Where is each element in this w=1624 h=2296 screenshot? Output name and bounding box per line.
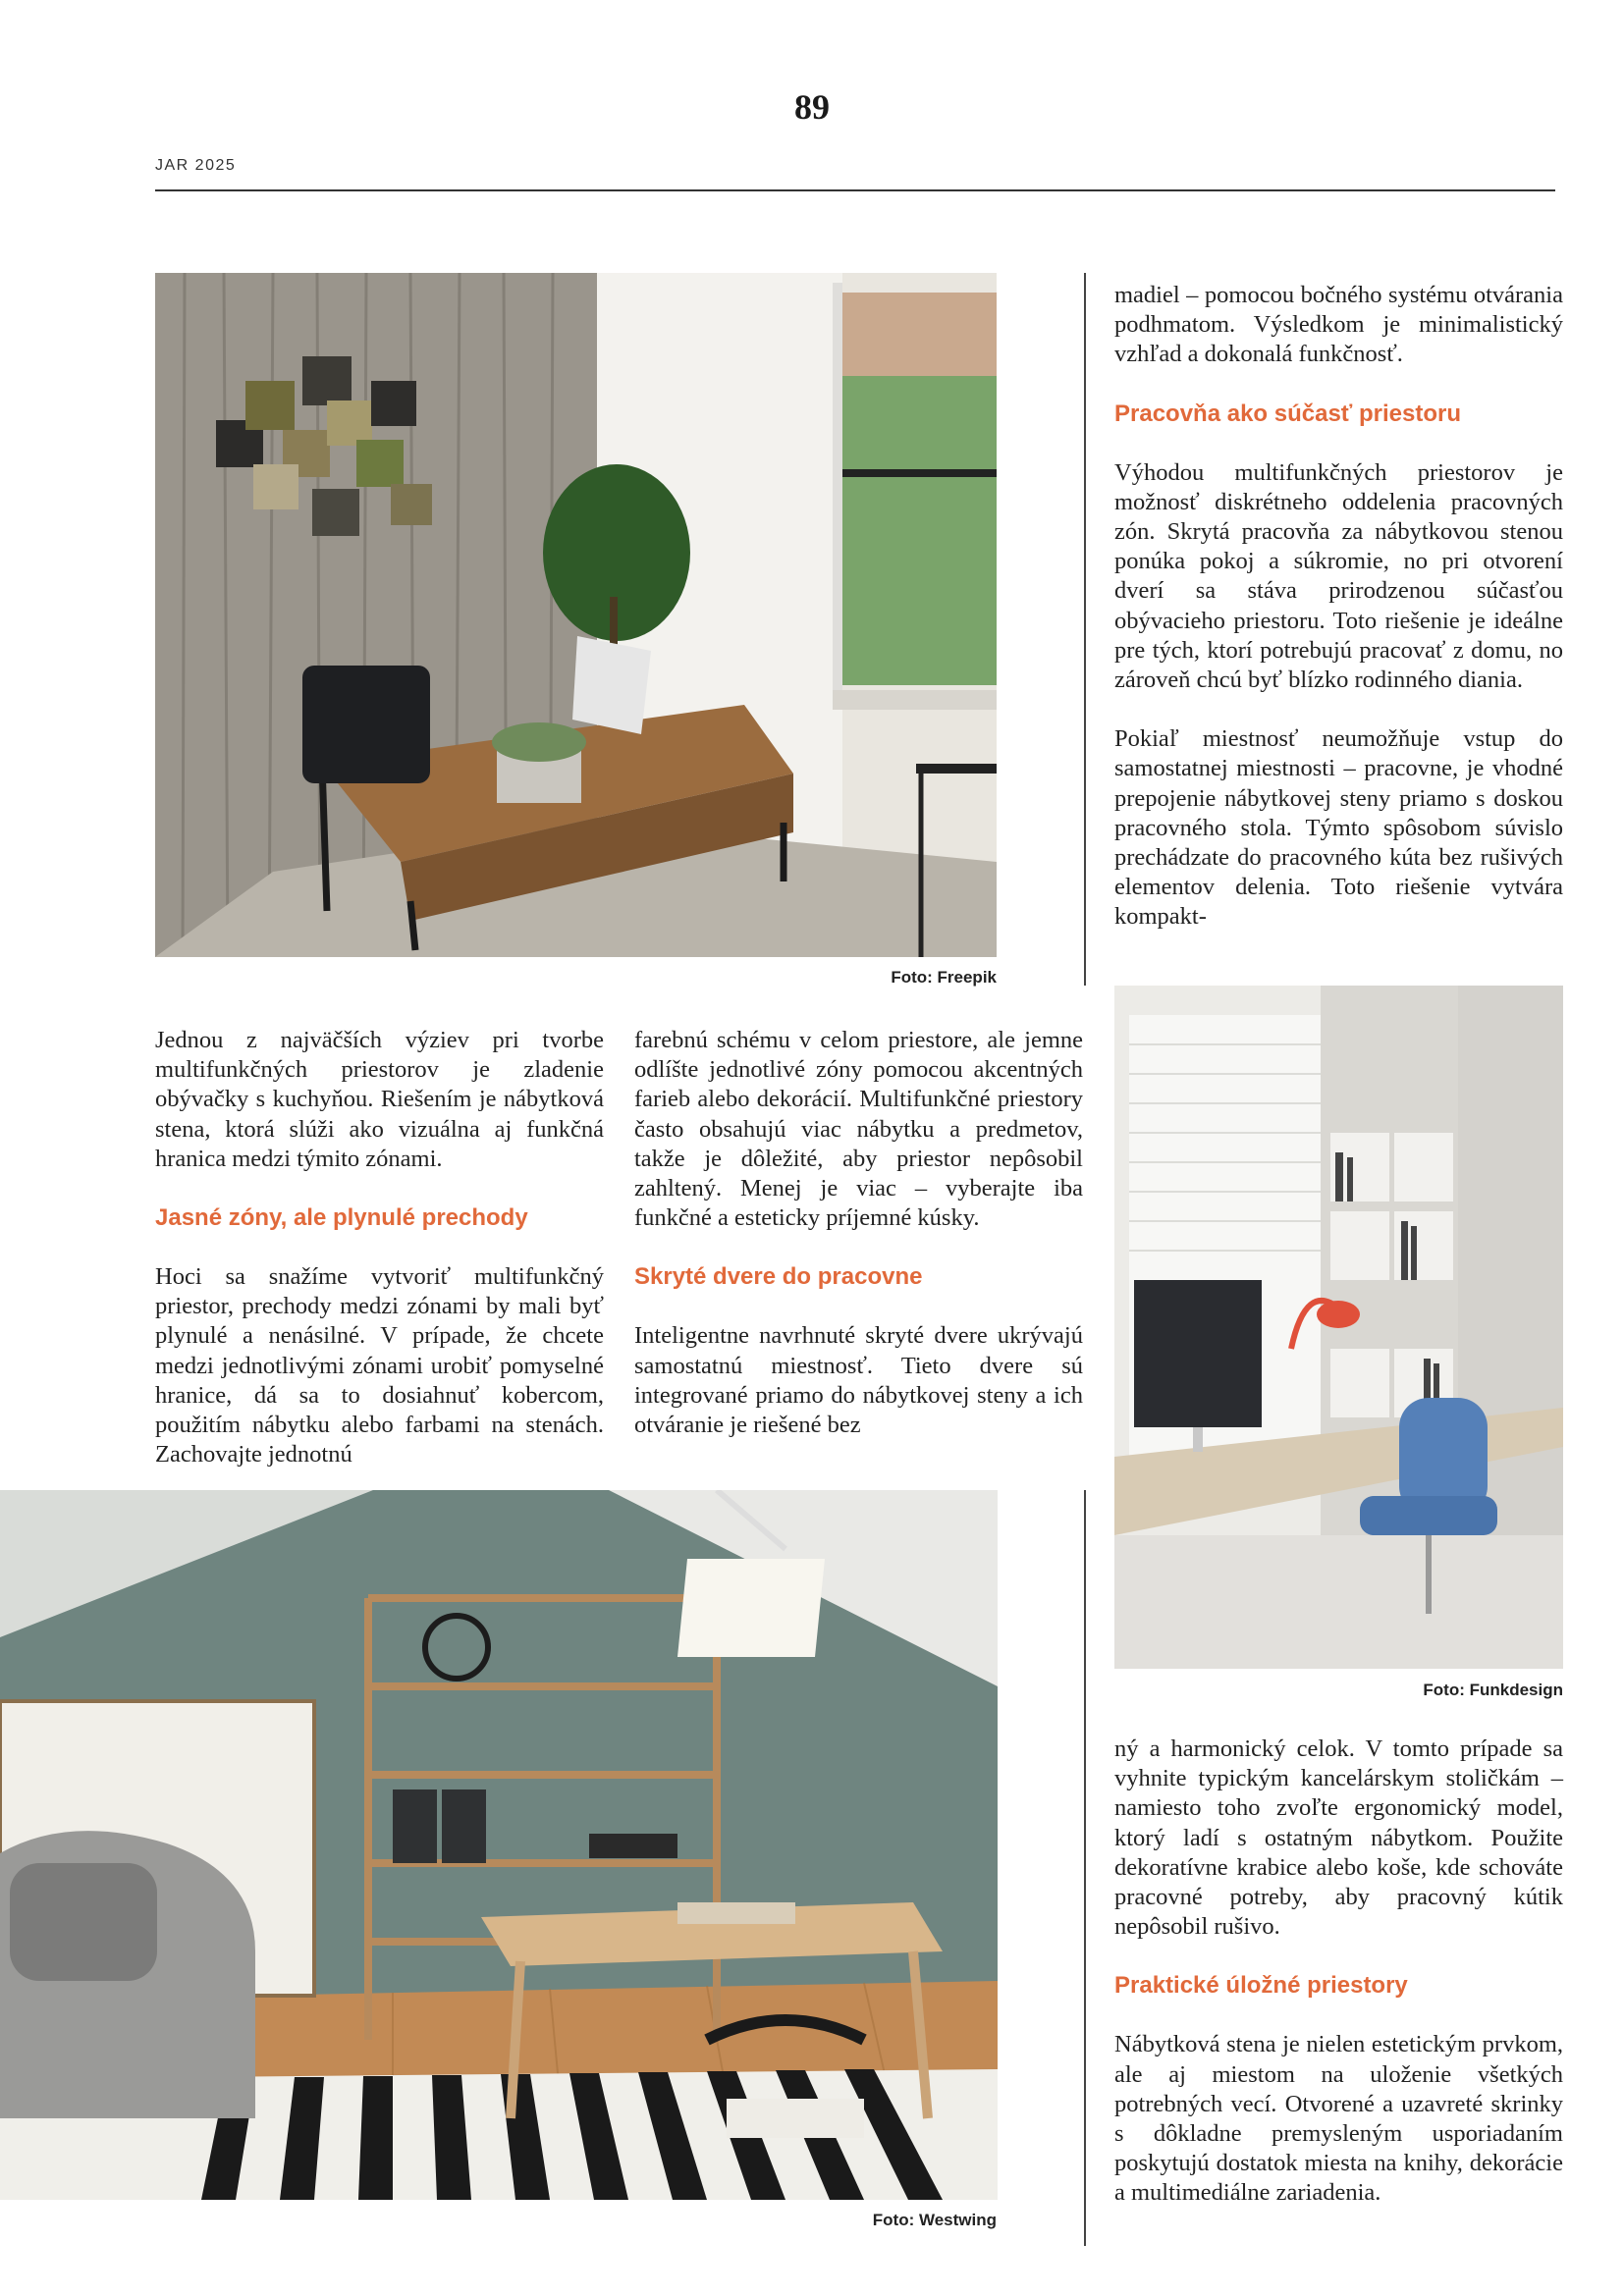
text-column-middle [634,1026,1083,1440]
paragraph: Jednou z najväčších výziev pri tvorbe multifunkčných priestorov je zladenie obývačky s kuchyňou. Riešením je nábytková stena, ktorá slúži ako vizuálna aj funkčná hranica medzi týmito zónami. [155,1027,604,1172]
column-divider-top [1084,273,1086,986]
paragraph: Hoci sa snažíme vytvoriť multifunkčný priestor, prechody medzi zónami by mali byť plynulé a nenásilné. V prípade, že chcete medzi jednotlivými zónami urobiť pomyselné hranice, dá sa to dosiahnuť kobercom, použitím nábytku alebo farbami na stenách. Zachovajte jednotnú [155,1263,604,1468]
section-heading: Skryté dvere do pracovne [634,1263,923,1291]
paragraph: Pokiaľ miestnosť neumožňuje vstup do samostatnej miestnosti – pracovne, je vhodné prepojenie nábytkovej steny priamo s doskou pracovného stola. Týmto spôsobom súvislo prechádzate do pracovného kúta bez rušivých elementov delenia. Toto riešenie vytvára kompakt- [1114,725,1563,931]
text-column-left [155,1026,604,1469]
paragraph: ný a harmonický celok. V tomto prípade sa vyhnite typickým kancelárskym stoličkám – namiesto toho zvoľte ergonomický model, ktorý ladí s ostatným nábytkom. Použite dekoratívne krabice alebo koše, kde schováte pracovné potreby, aby pracovný kútik nepôsobil rušivo. [1114,1735,1563,1941]
photo-credit-freepik: Foto: Freepik [891,968,997,987]
photo-attic-study [0,1490,998,2200]
paragraph: Inteligentne navrhnuté skryté dvere ukrývajú samostatnú miestnosť. Tieto dvere sú integrované priamo do nábytkovej steny a ich otváranie je riešené bez [634,1322,1083,1439]
text-column-right-top [1114,281,1563,933]
paragraph: Výhodou multifunkčných priestorov je možnosť diskrétneho oddelenia pracovných zón. Skrytá pracovňa za nábytkovou stenou ponúka pokoj a súkromie, no pri otvorení dverí sa stáva prirodzenou súčasťou obývacieho priestoru. Toto riešenie je ideálne pre tých, ktorí potrebujú pracovať z domu, no zároveň chcú byť blízko rodinného diania. [1114,458,1563,694]
section-heading: Jasné zóny, ale plynulé prechody [155,1204,528,1232]
section-heading: Praktické úložné priestory [1114,1972,1408,2000]
text-column-right-bottom [1114,1735,1563,2209]
issue-label: JAR 2025 [155,157,237,174]
section-heading: Pracovňa ako súčasť priestoru [1114,400,1461,427]
column-divider-bottom [1084,1490,1086,2246]
paragraph: farebnú schému v celom priestore, ale jemne odlíšte jednotlivé zóny pomocou akcentných farieb alebo dekorácií. Multifunkčné priestory často obsahujú viac nábytku a predmetov, takže je dôležité, aby priestor nepôsobil zahltený. Menej je viac – vyberajte iba funkčné a esteticky príjemné kúsky. [634,1027,1083,1232]
paragraph: Nábytková stena je nielen estetickým prvkom, ale aj miestom na uloženie všetkých potrebných vecí. Otvorené a uzavreté skrinky s dôkladne premysleným usporiadaním poskytujú dostatok miesta na knihy, dekorácie a multimediálne zariadenia. [1114,2031,1563,2207]
photo-credit-westwing: Foto: Westwing [872,2211,997,2229]
paragraph: madiel – pomocou bočného systému otvárania podhmatom. Výsledkom je minimalistický vzhľad a dokonalá funkčnosť. [1114,282,1563,368]
header-divider [155,189,1555,191]
page-number: 89 [794,87,830,127]
photo-window-desk [1114,986,1563,1669]
photo-home-office [155,273,997,957]
photo-credit-funkdesign: Foto: Funkdesign [1423,1681,1563,1699]
